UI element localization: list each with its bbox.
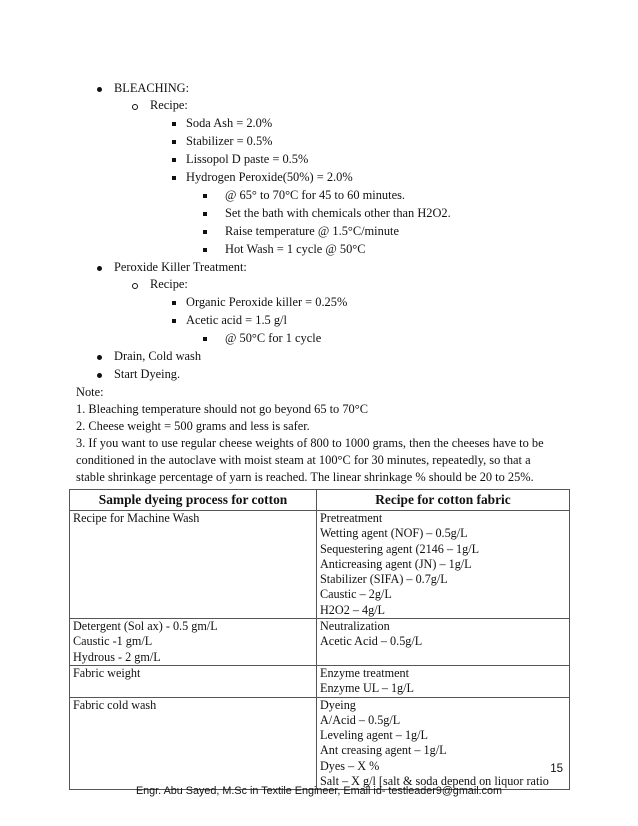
table-cell xyxy=(70,665,317,697)
cell-text: Dyes – X % xyxy=(320,758,380,773)
bullet-icon xyxy=(172,122,176,126)
recipe-item: Lissopol D paste = 0.5% xyxy=(186,152,309,166)
step-item: Drain, Cold wash xyxy=(114,349,202,363)
note-line: stable shrinkage percentage of yarn is reached. The linear shrinkage % should be 20 to 25%. xyxy=(76,470,534,484)
recipe-item: Acetic acid = 1.5 g/l xyxy=(186,313,287,327)
bullet-icon xyxy=(203,194,207,198)
bullet-icon xyxy=(97,266,102,271)
cell-text: Pretreatment xyxy=(320,511,383,525)
recipe-sub-item: Raise temperature @ 1.5°C/minute xyxy=(225,224,399,238)
cell-text: Fabric weight xyxy=(73,665,141,680)
table-cell xyxy=(70,697,317,790)
cell-text: Detergent (Sol ax) - 0.5 gm/L xyxy=(73,619,218,634)
recipe-item: Hydrogen Peroxide(50%) = 2.0% xyxy=(186,170,353,184)
cell-text: Sequestering agent (2146 – 1g/L xyxy=(320,541,480,556)
table-header: Recipe for cotton fabric xyxy=(317,490,570,511)
page-number: 15 xyxy=(550,763,563,775)
cell-text: Salt – X g/l [salt & soda depend on liquor ratio xyxy=(320,774,549,789)
recipe-label: Recipe: xyxy=(150,277,188,291)
table-cell xyxy=(317,665,570,697)
bullet-icon xyxy=(172,158,176,162)
recipe-sub-item: Set the bath with chemicals other than H2O2. xyxy=(225,206,451,220)
bullet-icon xyxy=(132,104,138,110)
recipe-table xyxy=(69,489,570,790)
page-footer: Engr. Abu Sayed, M.Sc in Textile Engineer, Email id- testleader9@gmail.com xyxy=(135,785,503,797)
cell-text: Fabric cold wash xyxy=(73,697,157,712)
table-row xyxy=(70,697,570,790)
recipe-item: Stabilizer = 0.5% xyxy=(186,134,273,148)
cell-text: Anticreasing agent (JN) – 1g/L xyxy=(320,556,472,571)
recipe-sub-item: @ 50°C for 1 cycle xyxy=(225,331,322,345)
bullet-icon xyxy=(203,230,207,234)
table-row xyxy=(70,665,570,697)
cell-text: A/Acid – 0.5g/L xyxy=(320,712,401,727)
bullet-icon xyxy=(203,337,207,341)
bullet-icon xyxy=(203,212,207,216)
bullet-icon xyxy=(172,176,176,180)
table-cell xyxy=(317,511,570,619)
table-cell xyxy=(70,511,317,619)
table-row xyxy=(70,511,570,619)
table-cell xyxy=(317,619,570,666)
note-heading: Note: xyxy=(76,385,104,399)
bullet-icon xyxy=(97,355,102,360)
table-row xyxy=(70,619,570,666)
recipe-sub-item: @ 65° to 70°C for 45 to 60 minutes. xyxy=(225,188,405,202)
cell-text: Acetic Acid – 0.5g/L xyxy=(320,634,423,649)
section-title-peroxide-killer: Peroxide Killer Treatment: xyxy=(114,260,247,274)
recipe-item: Soda Ash = 2.0% xyxy=(186,116,273,130)
note-line: 1. Bleaching temperature should not go beyond 65 to 70°C xyxy=(76,402,368,416)
cell-text: Neutralization xyxy=(320,619,390,634)
cell-text: Stabilizer (SIFA) – 0.7g/L xyxy=(320,572,448,587)
bullet-icon xyxy=(132,283,138,289)
cell-text: Enzyme UL – 1g/L xyxy=(320,681,414,696)
cell-text: Leveling agent – 1g/L xyxy=(320,728,428,743)
table-header: Sample dyeing process for cotton xyxy=(70,490,317,511)
section-title-bleaching: BLEACHING: xyxy=(114,81,190,95)
recipe-item: Organic Peroxide killer = 0.25% xyxy=(186,295,348,309)
bullet-icon xyxy=(97,87,102,92)
cell-text: Enzyme treatment xyxy=(320,665,409,680)
note-line: 3. If you want to use regular cheese weights of 800 to 1000 grams, then the cheeses have to be xyxy=(76,436,544,450)
bullet-icon xyxy=(97,373,102,378)
table-cell xyxy=(70,619,317,666)
recipe-sub-item: Hot Wash = 1 cycle @ 50°C xyxy=(225,242,366,256)
bullet-icon xyxy=(203,248,207,252)
cell-text: Ant creasing agent – 1g/L xyxy=(320,743,447,758)
cell-text: Caustic -1 gm/L xyxy=(73,634,153,649)
cell-text: Wetting agent (NOF) – 0.5g/L xyxy=(320,526,468,541)
note-line: conditioned in the autoclave with moist steam at 100°C for 30 minutes, repeatedly, so that a xyxy=(76,453,531,467)
cell-text: Recipe for Machine Wash xyxy=(73,511,200,525)
bullet-icon xyxy=(172,140,176,144)
recipe-label: Recipe: xyxy=(150,98,188,112)
step-item: Start Dyeing. xyxy=(114,367,181,381)
table-header-row xyxy=(70,490,570,511)
bullet-icon xyxy=(172,301,176,305)
table-cell xyxy=(317,697,570,790)
cell-text: Caustic – 2g/L xyxy=(320,587,392,602)
note-line: 2. Cheese weight = 500 grams and less is safer. xyxy=(76,419,310,433)
cell-text: Dyeing xyxy=(320,697,356,712)
cell-text: Hydrous - 2 gm/L xyxy=(73,649,161,664)
bullet-icon xyxy=(172,319,176,323)
cell-text: H2O2 – 4g/L xyxy=(320,602,385,617)
